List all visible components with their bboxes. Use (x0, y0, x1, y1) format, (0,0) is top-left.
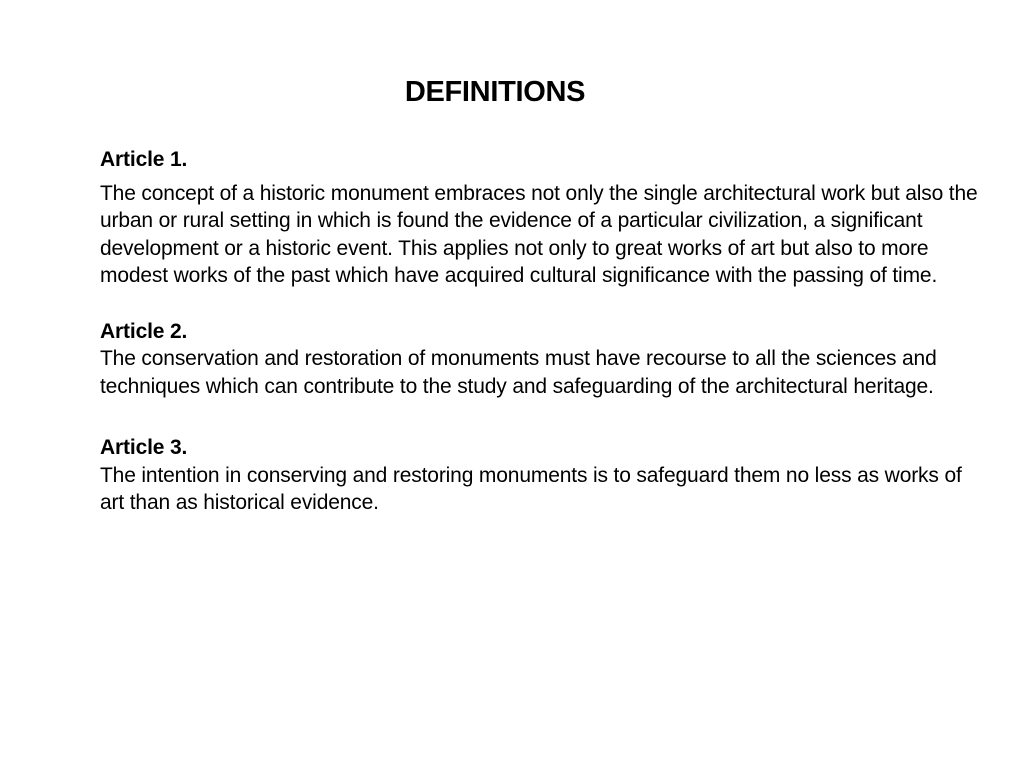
article-1-text: The concept of a historic monument embraces not only the single architectural work but also the urban or rural setting in which is found the evidence of a particular civilization, a significant development or a historic event. This applies not only to great works of art but also to more modest works of the past which have acquired cultural significance with the passing of time. (100, 181, 978, 287)
article-1-heading: Article 1. (100, 148, 188, 171)
article-2-heading: Article 2. (100, 319, 188, 343)
article-3-heading: Article 3. (100, 436, 188, 459)
slide-title: DEFINITIONS (404, 76, 586, 108)
article-2 (100, 318, 980, 401)
article-2-text: The conservation and restoration of monuments must have recourse to all the sciences and techniques which can contribute to the study and safeguarding of the architectural heritage. (100, 347, 937, 398)
slide-body (100, 146, 980, 517)
article-3 (100, 434, 980, 517)
article-3-text: The intention in conserving and restoring monuments is to safeguard them no less as works of art than as historical evidence. (100, 463, 962, 514)
article-1 (100, 146, 980, 290)
